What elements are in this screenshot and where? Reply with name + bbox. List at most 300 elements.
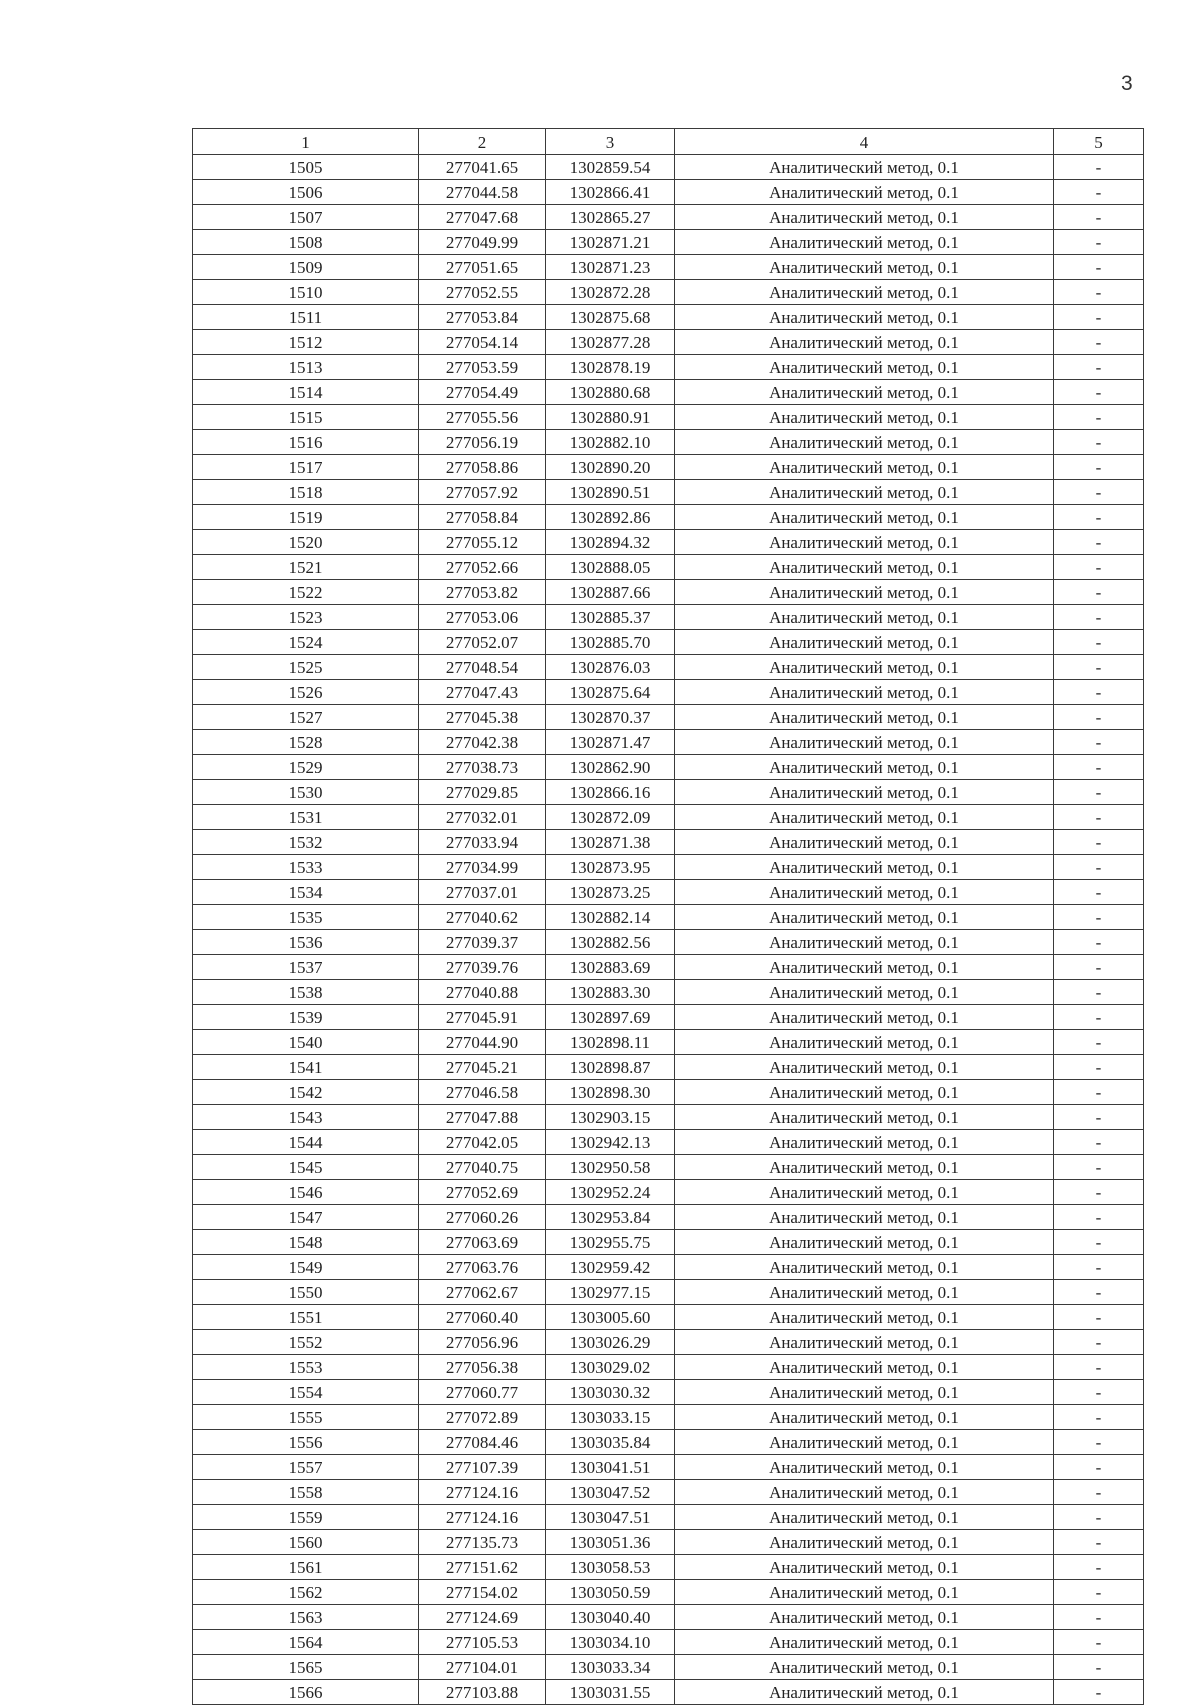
x-coordinate-cell: 277062.67 bbox=[419, 1280, 546, 1305]
x-coordinate-cell: 277072.89 bbox=[419, 1405, 546, 1430]
note-cell: - bbox=[1054, 380, 1144, 405]
note-cell: - bbox=[1054, 530, 1144, 555]
point-number-cell: 1540 bbox=[193, 1030, 419, 1055]
table-row bbox=[193, 330, 1144, 355]
method-cell: Аналитический метод, 0.1 bbox=[675, 930, 1054, 955]
point-number-cell: 1532 bbox=[193, 830, 419, 855]
table-row bbox=[193, 980, 1144, 1005]
note-cell: - bbox=[1054, 1330, 1144, 1355]
y-coordinate-cell: 1302872.09 bbox=[546, 805, 675, 830]
x-coordinate-cell: 277038.73 bbox=[419, 755, 546, 780]
note-cell: - bbox=[1054, 1430, 1144, 1455]
note-cell: - bbox=[1054, 1130, 1144, 1155]
y-coordinate-cell: 1302871.38 bbox=[546, 830, 675, 855]
x-coordinate-cell: 277041.65 bbox=[419, 155, 546, 180]
note-cell: - bbox=[1054, 1105, 1144, 1130]
x-coordinate-cell: 277060.40 bbox=[419, 1305, 546, 1330]
point-number-cell: 1542 bbox=[193, 1080, 419, 1105]
table-row bbox=[193, 1180, 1144, 1205]
note-cell: - bbox=[1054, 1005, 1144, 1030]
note-cell: - bbox=[1054, 1030, 1144, 1055]
method-cell: Аналитический метод, 0.1 bbox=[675, 405, 1054, 430]
point-number-cell: 1566 bbox=[193, 1680, 419, 1705]
note-cell: - bbox=[1054, 230, 1144, 255]
y-coordinate-cell: 1303034.10 bbox=[546, 1630, 675, 1655]
point-number-cell: 1527 bbox=[193, 705, 419, 730]
note-cell: - bbox=[1054, 505, 1144, 530]
note-cell: - bbox=[1054, 730, 1144, 755]
y-coordinate-cell: 1302898.30 bbox=[546, 1080, 675, 1105]
note-cell: - bbox=[1054, 780, 1144, 805]
method-cell: Аналитический метод, 0.1 bbox=[675, 630, 1054, 655]
table-row bbox=[193, 355, 1144, 380]
table-row bbox=[193, 955, 1144, 980]
method-cell: Аналитический метод, 0.1 bbox=[675, 1455, 1054, 1480]
point-number-cell: 1541 bbox=[193, 1055, 419, 1080]
note-cell: - bbox=[1054, 1305, 1144, 1330]
note-cell: - bbox=[1054, 1180, 1144, 1205]
method-cell: Аналитический метод, 0.1 bbox=[675, 1380, 1054, 1405]
note-cell: - bbox=[1054, 180, 1144, 205]
point-number-cell: 1564 bbox=[193, 1630, 419, 1655]
note-cell: - bbox=[1054, 1655, 1144, 1680]
x-coordinate-cell: 277135.73 bbox=[419, 1530, 546, 1555]
note-cell: - bbox=[1054, 430, 1144, 455]
table-row bbox=[193, 480, 1144, 505]
table-row bbox=[193, 1055, 1144, 1080]
x-coordinate-cell: 277151.62 bbox=[419, 1555, 546, 1580]
method-cell: Аналитический метод, 0.1 bbox=[675, 1355, 1054, 1380]
point-number-cell: 1554 bbox=[193, 1380, 419, 1405]
point-number-cell: 1506 bbox=[193, 180, 419, 205]
point-number-cell: 1523 bbox=[193, 605, 419, 630]
point-number-cell: 1549 bbox=[193, 1255, 419, 1280]
x-coordinate-cell: 277058.84 bbox=[419, 505, 546, 530]
y-coordinate-cell: 1303026.29 bbox=[546, 1330, 675, 1355]
point-number-cell: 1563 bbox=[193, 1605, 419, 1630]
y-coordinate-cell: 1302880.91 bbox=[546, 405, 675, 430]
table-row bbox=[193, 705, 1144, 730]
y-coordinate-cell: 1302953.84 bbox=[546, 1205, 675, 1230]
note-cell: - bbox=[1054, 655, 1144, 680]
y-coordinate-cell: 1302898.87 bbox=[546, 1055, 675, 1080]
table-row bbox=[193, 405, 1144, 430]
note-cell: - bbox=[1054, 805, 1144, 830]
note-cell: - bbox=[1054, 280, 1144, 305]
y-coordinate-cell: 1302872.28 bbox=[546, 280, 675, 305]
method-cell: Аналитический метод, 0.1 bbox=[675, 380, 1054, 405]
y-coordinate-cell: 1302876.03 bbox=[546, 655, 675, 680]
note-cell: - bbox=[1054, 1255, 1144, 1280]
method-cell: Аналитический метод, 0.1 bbox=[675, 1280, 1054, 1305]
x-coordinate-cell: 277029.85 bbox=[419, 780, 546, 805]
method-cell: Аналитический метод, 0.1 bbox=[675, 730, 1054, 755]
method-cell: Аналитический метод, 0.1 bbox=[675, 980, 1054, 1005]
x-coordinate-cell: 277056.19 bbox=[419, 430, 546, 455]
x-coordinate-cell: 277053.06 bbox=[419, 605, 546, 630]
point-number-cell: 1525 bbox=[193, 655, 419, 680]
y-coordinate-cell: 1302903.15 bbox=[546, 1105, 675, 1130]
y-coordinate-cell: 1302897.69 bbox=[546, 1005, 675, 1030]
table-row bbox=[193, 230, 1144, 255]
y-coordinate-cell: 1302882.56 bbox=[546, 930, 675, 955]
y-coordinate-cell: 1303030.32 bbox=[546, 1380, 675, 1405]
point-number-cell: 1556 bbox=[193, 1430, 419, 1455]
note-cell: - bbox=[1054, 1680, 1144, 1705]
point-number-cell: 1550 bbox=[193, 1280, 419, 1305]
x-coordinate-cell: 277047.88 bbox=[419, 1105, 546, 1130]
y-coordinate-cell: 1303040.40 bbox=[546, 1605, 675, 1630]
point-number-cell: 1517 bbox=[193, 455, 419, 480]
note-cell: - bbox=[1054, 1505, 1144, 1530]
y-coordinate-cell: 1302883.30 bbox=[546, 980, 675, 1005]
y-coordinate-cell: 1302859.54 bbox=[546, 155, 675, 180]
note-cell: - bbox=[1054, 555, 1144, 580]
y-coordinate-cell: 1303035.84 bbox=[546, 1430, 675, 1455]
note-cell: - bbox=[1054, 580, 1144, 605]
method-cell: Аналитический метод, 0.1 bbox=[675, 1480, 1054, 1505]
column-header: 1 bbox=[193, 129, 419, 155]
method-cell: Аналитический метод, 0.1 bbox=[675, 1430, 1054, 1455]
x-coordinate-cell: 277084.46 bbox=[419, 1430, 546, 1455]
note-cell: - bbox=[1054, 955, 1144, 980]
table-body bbox=[193, 155, 1144, 1705]
note-cell: - bbox=[1054, 1555, 1144, 1580]
point-number-cell: 1518 bbox=[193, 480, 419, 505]
note-cell: - bbox=[1054, 1355, 1144, 1380]
note-cell: - bbox=[1054, 1530, 1144, 1555]
method-cell: Аналитический метод, 0.1 bbox=[675, 555, 1054, 580]
note-cell: - bbox=[1054, 755, 1144, 780]
x-coordinate-cell: 277154.02 bbox=[419, 1580, 546, 1605]
x-coordinate-cell: 277039.37 bbox=[419, 930, 546, 955]
x-coordinate-cell: 277104.01 bbox=[419, 1655, 546, 1680]
point-number-cell: 1546 bbox=[193, 1180, 419, 1205]
table-row bbox=[193, 930, 1144, 955]
x-coordinate-cell: 277053.82 bbox=[419, 580, 546, 605]
x-coordinate-cell: 277045.21 bbox=[419, 1055, 546, 1080]
note-cell: - bbox=[1054, 680, 1144, 705]
method-cell: Аналитический метод, 0.1 bbox=[675, 205, 1054, 230]
point-number-cell: 1534 bbox=[193, 880, 419, 905]
note-cell: - bbox=[1054, 1080, 1144, 1105]
x-coordinate-cell: 277060.77 bbox=[419, 1380, 546, 1405]
column-header: 3 bbox=[546, 129, 675, 155]
table-row bbox=[193, 1430, 1144, 1455]
point-number-cell: 1543 bbox=[193, 1105, 419, 1130]
point-number-cell: 1520 bbox=[193, 530, 419, 555]
method-cell: Аналитический метод, 0.1 bbox=[675, 1105, 1054, 1130]
y-coordinate-cell: 1302892.86 bbox=[546, 505, 675, 530]
table-row bbox=[193, 455, 1144, 480]
note-cell: - bbox=[1054, 205, 1144, 230]
x-coordinate-cell: 277034.99 bbox=[419, 855, 546, 880]
y-coordinate-cell: 1302866.41 bbox=[546, 180, 675, 205]
point-number-cell: 1565 bbox=[193, 1655, 419, 1680]
table-row bbox=[193, 880, 1144, 905]
point-number-cell: 1530 bbox=[193, 780, 419, 805]
x-coordinate-cell: 277033.94 bbox=[419, 830, 546, 855]
method-cell: Аналитический метод, 0.1 bbox=[675, 880, 1054, 905]
y-coordinate-cell: 1302882.14 bbox=[546, 905, 675, 930]
note-cell: - bbox=[1054, 1205, 1144, 1230]
x-coordinate-cell: 277124.16 bbox=[419, 1480, 546, 1505]
point-number-cell: 1548 bbox=[193, 1230, 419, 1255]
table-row bbox=[193, 830, 1144, 855]
table-row bbox=[193, 1005, 1144, 1030]
table-row bbox=[193, 1605, 1144, 1630]
y-coordinate-cell: 1303050.59 bbox=[546, 1580, 675, 1605]
y-coordinate-cell: 1303029.02 bbox=[546, 1355, 675, 1380]
note-cell: - bbox=[1054, 905, 1144, 930]
method-cell: Аналитический метод, 0.1 bbox=[675, 230, 1054, 255]
x-coordinate-cell: 277048.54 bbox=[419, 655, 546, 680]
x-coordinate-cell: 277103.88 bbox=[419, 1680, 546, 1705]
y-coordinate-cell: 1303005.60 bbox=[546, 1305, 675, 1330]
point-number-cell: 1555 bbox=[193, 1405, 419, 1430]
y-coordinate-cell: 1302882.10 bbox=[546, 430, 675, 455]
note-cell: - bbox=[1054, 1405, 1144, 1430]
table-row bbox=[193, 430, 1144, 455]
column-header: 2 bbox=[419, 129, 546, 155]
table-row bbox=[193, 530, 1144, 555]
x-coordinate-cell: 277046.58 bbox=[419, 1080, 546, 1105]
y-coordinate-cell: 1302878.19 bbox=[546, 355, 675, 380]
note-cell: - bbox=[1054, 455, 1144, 480]
point-number-cell: 1531 bbox=[193, 805, 419, 830]
point-number-cell: 1522 bbox=[193, 580, 419, 605]
y-coordinate-cell: 1302955.75 bbox=[546, 1230, 675, 1255]
method-cell: Аналитический метод, 0.1 bbox=[675, 805, 1054, 830]
table-row bbox=[193, 505, 1144, 530]
method-cell: Аналитический метод, 0.1 bbox=[675, 830, 1054, 855]
y-coordinate-cell: 1302898.11 bbox=[546, 1030, 675, 1055]
table-row bbox=[193, 680, 1144, 705]
method-cell: Аналитический метод, 0.1 bbox=[675, 1255, 1054, 1280]
x-coordinate-cell: 277063.69 bbox=[419, 1230, 546, 1255]
note-cell: - bbox=[1054, 1280, 1144, 1305]
method-cell: Аналитический метод, 0.1 bbox=[675, 705, 1054, 730]
method-cell: Аналитический метод, 0.1 bbox=[675, 1655, 1054, 1680]
point-number-cell: 1538 bbox=[193, 980, 419, 1005]
x-coordinate-cell: 277052.69 bbox=[419, 1180, 546, 1205]
y-coordinate-cell: 1302885.37 bbox=[546, 605, 675, 630]
y-coordinate-cell: 1302871.47 bbox=[546, 730, 675, 755]
y-coordinate-cell: 1302870.37 bbox=[546, 705, 675, 730]
x-coordinate-cell: 277055.12 bbox=[419, 530, 546, 555]
method-cell: Аналитический метод, 0.1 bbox=[675, 1180, 1054, 1205]
x-coordinate-cell: 277054.14 bbox=[419, 330, 546, 355]
x-coordinate-cell: 277107.39 bbox=[419, 1455, 546, 1480]
table-row bbox=[193, 1230, 1144, 1255]
note-cell: - bbox=[1054, 1380, 1144, 1405]
x-coordinate-cell: 277044.58 bbox=[419, 180, 546, 205]
table-row bbox=[193, 605, 1144, 630]
x-coordinate-cell: 277052.66 bbox=[419, 555, 546, 580]
method-cell: Аналитический метод, 0.1 bbox=[675, 1405, 1054, 1430]
point-number-cell: 1537 bbox=[193, 955, 419, 980]
table-row bbox=[193, 580, 1144, 605]
method-cell: Аналитический метод, 0.1 bbox=[675, 1005, 1054, 1030]
x-coordinate-cell: 277124.69 bbox=[419, 1605, 546, 1630]
y-coordinate-cell: 1302873.25 bbox=[546, 880, 675, 905]
table-row bbox=[193, 555, 1144, 580]
method-cell: Аналитический метод, 0.1 bbox=[675, 1580, 1054, 1605]
method-cell: Аналитический метод, 0.1 bbox=[675, 255, 1054, 280]
method-cell: Аналитический метод, 0.1 bbox=[675, 1680, 1054, 1705]
y-coordinate-cell: 1302862.90 bbox=[546, 755, 675, 780]
method-cell: Аналитический метод, 0.1 bbox=[675, 955, 1054, 980]
table-header-row bbox=[193, 129, 1144, 155]
table-row bbox=[193, 205, 1144, 230]
method-cell: Аналитический метод, 0.1 bbox=[675, 530, 1054, 555]
note-cell: - bbox=[1054, 155, 1144, 180]
method-cell: Аналитический метод, 0.1 bbox=[675, 1055, 1054, 1080]
x-coordinate-cell: 277051.65 bbox=[419, 255, 546, 280]
table-row bbox=[193, 1030, 1144, 1055]
y-coordinate-cell: 1302871.21 bbox=[546, 230, 675, 255]
table-row bbox=[193, 1555, 1144, 1580]
x-coordinate-cell: 277060.26 bbox=[419, 1205, 546, 1230]
x-coordinate-cell: 277052.07 bbox=[419, 630, 546, 655]
table-row bbox=[193, 255, 1144, 280]
x-coordinate-cell: 277049.99 bbox=[419, 230, 546, 255]
note-cell: - bbox=[1054, 1580, 1144, 1605]
point-number-cell: 1528 bbox=[193, 730, 419, 755]
note-cell: - bbox=[1054, 1455, 1144, 1480]
method-cell: Аналитический метод, 0.1 bbox=[675, 1330, 1054, 1355]
method-cell: Аналитический метод, 0.1 bbox=[675, 655, 1054, 680]
table-row bbox=[193, 180, 1144, 205]
x-coordinate-cell: 277042.38 bbox=[419, 730, 546, 755]
page-number: 3 bbox=[1121, 72, 1133, 95]
method-cell: Аналитический метод, 0.1 bbox=[675, 755, 1054, 780]
method-cell: Аналитический метод, 0.1 bbox=[675, 1530, 1054, 1555]
point-number-cell: 1513 bbox=[193, 355, 419, 380]
y-coordinate-cell: 1302977.15 bbox=[546, 1280, 675, 1305]
method-cell: Аналитический метод, 0.1 bbox=[675, 1505, 1054, 1530]
y-coordinate-cell: 1302894.32 bbox=[546, 530, 675, 555]
column-header: 5 bbox=[1054, 129, 1144, 155]
y-coordinate-cell: 1302959.42 bbox=[546, 1255, 675, 1280]
table-row bbox=[193, 1680, 1144, 1705]
y-coordinate-cell: 1303033.15 bbox=[546, 1405, 675, 1430]
method-cell: Аналитический метод, 0.1 bbox=[675, 1080, 1054, 1105]
x-coordinate-cell: 277040.62 bbox=[419, 905, 546, 930]
y-coordinate-cell: 1303031.55 bbox=[546, 1680, 675, 1705]
y-coordinate-cell: 1302942.13 bbox=[546, 1130, 675, 1155]
x-coordinate-cell: 277053.84 bbox=[419, 305, 546, 330]
column-header: 4 bbox=[675, 129, 1054, 155]
table-row bbox=[193, 1130, 1144, 1155]
note-cell: - bbox=[1054, 830, 1144, 855]
y-coordinate-cell: 1302890.51 bbox=[546, 480, 675, 505]
point-number-cell: 1509 bbox=[193, 255, 419, 280]
method-cell: Аналитический метод, 0.1 bbox=[675, 1130, 1054, 1155]
method-cell: Аналитический метод, 0.1 bbox=[675, 305, 1054, 330]
point-number-cell: 1526 bbox=[193, 680, 419, 705]
method-cell: Аналитический метод, 0.1 bbox=[675, 605, 1054, 630]
y-coordinate-cell: 1303041.51 bbox=[546, 1455, 675, 1480]
y-coordinate-cell: 1302885.70 bbox=[546, 630, 675, 655]
method-cell: Аналитический метод, 0.1 bbox=[675, 580, 1054, 605]
table-row bbox=[193, 1480, 1144, 1505]
point-number-cell: 1508 bbox=[193, 230, 419, 255]
x-coordinate-cell: 277032.01 bbox=[419, 805, 546, 830]
table-row bbox=[193, 1530, 1144, 1555]
x-coordinate-cell: 277039.76 bbox=[419, 955, 546, 980]
y-coordinate-cell: 1302875.68 bbox=[546, 305, 675, 330]
table-row bbox=[193, 1155, 1144, 1180]
method-cell: Аналитический метод, 0.1 bbox=[675, 480, 1054, 505]
table-row bbox=[193, 1580, 1144, 1605]
table-row bbox=[193, 1355, 1144, 1380]
x-coordinate-cell: 277063.76 bbox=[419, 1255, 546, 1280]
y-coordinate-cell: 1302865.27 bbox=[546, 205, 675, 230]
method-cell: Аналитический метод, 0.1 bbox=[675, 1605, 1054, 1630]
x-coordinate-cell: 277055.56 bbox=[419, 405, 546, 430]
point-number-cell: 1552 bbox=[193, 1330, 419, 1355]
method-cell: Аналитический метод, 0.1 bbox=[675, 680, 1054, 705]
table-row bbox=[193, 1380, 1144, 1405]
x-coordinate-cell: 277042.05 bbox=[419, 1130, 546, 1155]
point-number-cell: 1511 bbox=[193, 305, 419, 330]
note-cell: - bbox=[1054, 880, 1144, 905]
point-number-cell: 1551 bbox=[193, 1305, 419, 1330]
x-coordinate-cell: 277056.96 bbox=[419, 1330, 546, 1355]
note-cell: - bbox=[1054, 705, 1144, 730]
y-coordinate-cell: 1302952.24 bbox=[546, 1180, 675, 1205]
point-number-cell: 1545 bbox=[193, 1155, 419, 1180]
x-coordinate-cell: 277047.43 bbox=[419, 680, 546, 705]
note-cell: - bbox=[1054, 355, 1144, 380]
y-coordinate-cell: 1302875.64 bbox=[546, 680, 675, 705]
table-row bbox=[193, 155, 1144, 180]
x-coordinate-cell: 277047.68 bbox=[419, 205, 546, 230]
table-row bbox=[193, 1405, 1144, 1430]
note-cell: - bbox=[1054, 1480, 1144, 1505]
note-cell: - bbox=[1054, 405, 1144, 430]
point-number-cell: 1529 bbox=[193, 755, 419, 780]
x-coordinate-cell: 277044.90 bbox=[419, 1030, 546, 1055]
method-cell: Аналитический метод, 0.1 bbox=[675, 1230, 1054, 1255]
point-number-cell: 1514 bbox=[193, 380, 419, 405]
note-cell: - bbox=[1054, 855, 1144, 880]
note-cell: - bbox=[1054, 930, 1144, 955]
note-cell: - bbox=[1054, 980, 1144, 1005]
y-coordinate-cell: 1303047.52 bbox=[546, 1480, 675, 1505]
method-cell: Аналитический метод, 0.1 bbox=[675, 280, 1054, 305]
x-coordinate-cell: 277037.01 bbox=[419, 880, 546, 905]
table-row bbox=[193, 855, 1144, 880]
table-row bbox=[193, 1205, 1144, 1230]
point-number-cell: 1533 bbox=[193, 855, 419, 880]
x-coordinate-cell: 277045.38 bbox=[419, 705, 546, 730]
point-number-cell: 1553 bbox=[193, 1355, 419, 1380]
x-coordinate-cell: 277045.91 bbox=[419, 1005, 546, 1030]
method-cell: Аналитический метод, 0.1 bbox=[675, 1630, 1054, 1655]
method-cell: Аналитический метод, 0.1 bbox=[675, 155, 1054, 180]
point-number-cell: 1515 bbox=[193, 405, 419, 430]
point-number-cell: 1521 bbox=[193, 555, 419, 580]
table-row bbox=[193, 1105, 1144, 1130]
y-coordinate-cell: 1303047.51 bbox=[546, 1505, 675, 1530]
method-cell: Аналитический метод, 0.1 bbox=[675, 505, 1054, 530]
point-number-cell: 1547 bbox=[193, 1205, 419, 1230]
table-row bbox=[193, 1655, 1144, 1680]
method-cell: Аналитический метод, 0.1 bbox=[675, 855, 1054, 880]
point-number-cell: 1539 bbox=[193, 1005, 419, 1030]
